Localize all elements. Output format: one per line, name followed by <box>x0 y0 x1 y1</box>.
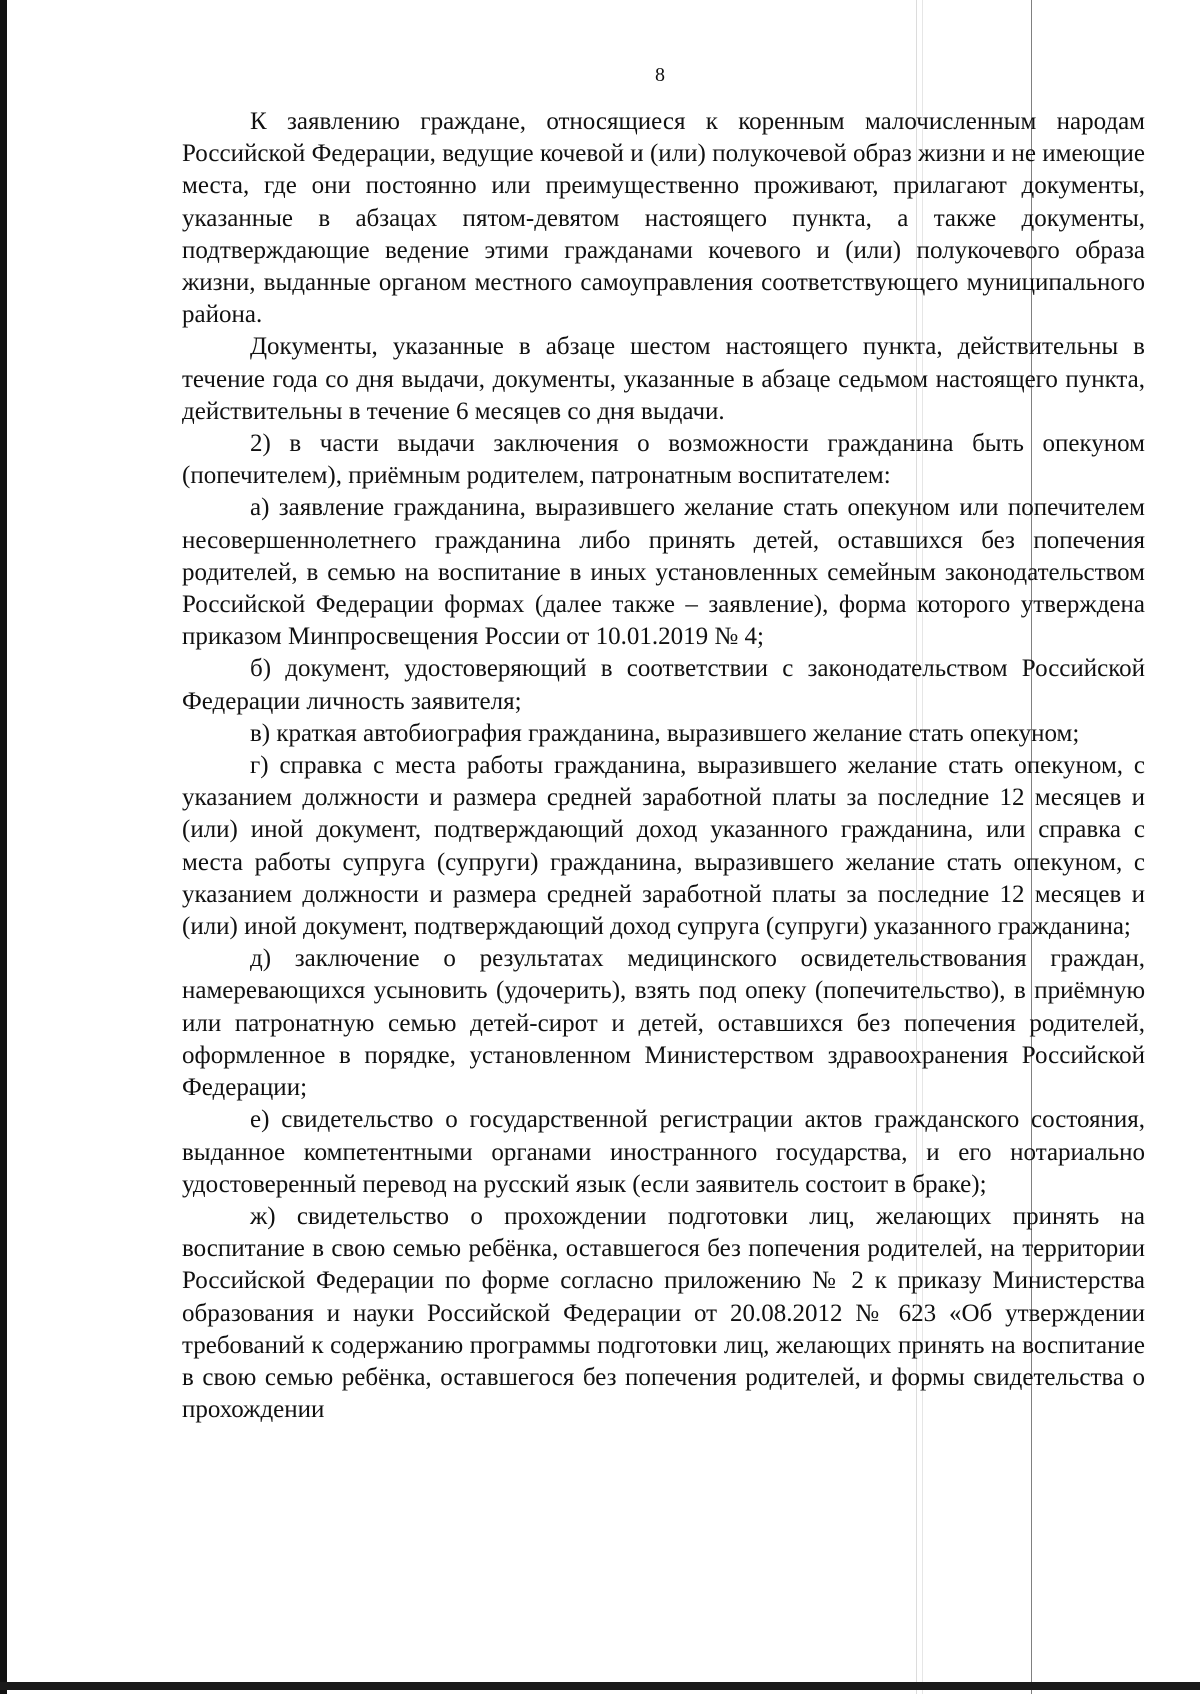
document-body <box>182 106 1145 1426</box>
list-item-g: г) справка с места работы гражданина, выразившего желание стать опекуном, с указанием должности и размера средней заработной платы за последние 12 месяцев и (или) иной документ, подтверждающий доход указанного гражданина, или справка с места работы супруга (супруги) гражданина, выразившего желание стать опекуном, с указанием должности и размера средней заработной платы за последние 12 месяцев и (или) иной документ, подтверждающий доход супруга (супруги) указанного гражданина; <box>182 752 1145 941</box>
list-item-e: е) свидетельство о государственной регистрации актов гражданского состояния, выданное компетентными органами иностранного государства, и его нотариально удостоверенный перевод на русский язык (если заявитель состоит в браке); <box>182 1106 1145 1198</box>
scan-bottom-edge <box>0 1682 1200 1690</box>
list-item-zh: ж) свидетельство о прохождении подготовки лиц, желающих принять на воспитание в свою семью ребёнка, оставшегося без попечения родителей, на территории Российской Федерации по форме согласно приложению № 2 к приказу Министерства образования и науки Российской Федерации от 20.08.2012 № 623 «Об утверждении требований к содержанию программы подготовки лиц, желающих принять на воспитание в свою семью ребёнка, оставшегося без попечения родителей, и формы свидетельства о прохождении <box>182 1202 1145 1424</box>
list-item-b: б) документ, удостоверяющий в соответствии с законодательством Российской Федерации личность заявителя; <box>182 655 1145 715</box>
list-item-d: д) заключение о результатах медицинского освидетельствования граждан, намеревающихся усыновить (удочерить), взять под опеку (попечительство), в приёмную или патронатную семью детей-сирот и детей, оставшихся без попечения родителей, оформленное в порядке, установленном Министерством здравоохранения Российской Федерации; <box>182 945 1145 1102</box>
page-number: 8 <box>655 64 665 86</box>
list-item-a: а) заявление гражданина, выразившего желание стать опекуном или попечителем несовершеннолетнего гражданина либо принять детей, оставшихся без попечения родителей, в семью на воспитание в иных установленных семейным законодательством Российской Федерации формах (далее также – заявление), форма которого утверждена приказом Минпросвещения России от 10.01.2019 № 4; <box>182 494 1145 651</box>
list-item-v: в) краткая автобиография гражданина, выразившего желание стать опекуном; <box>250 719 1080 747</box>
paragraph-validity: Документы, указанные в абзаце шестом настоящего пункта, действительны в течение года со дня выдачи, документы, указанные в абзаце седьмом настоящего пункта, действительны в течение 6 месяцев со дня выдачи. <box>182 333 1145 425</box>
paragraph-indigenous-peoples: К заявлению граждане, относящиеся к коренным малочисленным народам Российской Федерации, ведущие кочевой и (или) полукочевой образ жизни и не имеющие места, где они постоянно или преимущественно проживают, прилагают документы, указанные в абзацах пятом-девятом настоящего пункта, а также документы, подтверждающие ведение этими гражданами кочевого и (или) полукочевого образа жизни, выданные органом местного самоуправления соответствующего муниципального района. <box>182 108 1145 329</box>
scan-left-edge <box>0 0 7 1694</box>
paragraph-guardian-conclusion: 2) в части выдачи заключения о возможности гражданина быть опекуном (попечителем), приёмным родителем, патронатным воспитателем: <box>182 430 1145 490</box>
